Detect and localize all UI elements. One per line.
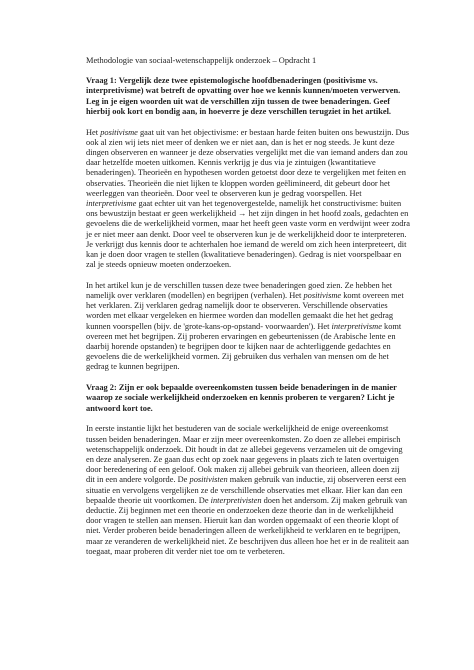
text-run: komt overeen met het begrijpen. Zij proberen ervaringen en gebeurtenissen (de Arabische lente en daarbij horende opstanden) te begrijpen door te kijken naar de achterliggende gedachtes en gevoelens die de werkelijkheid vormen. Zij gebruiken dus verhalen van mensen om de het gedrag te kunnen begrijpen. — [86, 321, 402, 372]
text-run: Het — [86, 127, 101, 137]
term-positivisten: positivisten — [189, 475, 228, 485]
text-run: doen het andersom. Zij maken gebruik van deductie. Zij beginnen met een theorie en onderzoeken deze theorie dan in de werkelijkheid door vragen te stellen aan mensen. Hieruit kan dan worden opgemaakt of een theorie klopt of niet. Verder proberen beide benaderingen alleen de werkelijkheid te verklaren en te begrijpen, maar ze veranderen de werkelijkheid niet. Ze beschrijven dus alleen hoe het er in de realiteit aan toegaat, maar proberen dit verder niet toe om te verbeteren. — [86, 495, 409, 556]
term-positivisme: positivisme — [303, 291, 342, 301]
text-run: In het artikel kun je de verschillen tussen deze twee benaderingen goed zien. Ze hebben het namelijk over verklaren (modellen) en begrijpen (verhalen). Het — [86, 280, 393, 301]
answer-1-paragraph-2 — [86, 281, 410, 373]
document-heading: Methodologie van sociaal-wetenschappelijk onderzoek – Opdracht 1 — [86, 56, 317, 65]
text-run: gaat uit van het objectivisme: er bestaan harde feiten buiten ons bewustzijn. Dus ook al zien wij iets niet meer of denken we er niet aan, dan is het er nog steeds. Je kunt deze dingen observeren en wanneer je deze observaties vergelijkt met die van iemand anders dan zou daar hetzelfde moeten uitkomen. Kennis verkrijg je dus via je zintuigen (kwantitatieve benaderingen). Theorieën en hypothesen worden getoetst door deze te vergelijken met feiten en observaties. Theorieën die niet lijken te kloppen worden geëlimineerd, dit gebeurt door het weerleggen van theorieën. Door veel te observeren kun je gedrag voorspellen. Het — [86, 127, 410, 198]
text-run: In eerste instantie lijkt het bestuderen van de sociale werkelijkheid de enige overeenkomst tussen beiden benaderingen. Maar er zijn meer overeenkomsten. Zo doen ze allebei empirisch wetenschappelijk onderzoek. Dit houdt in dat ze allebei gegevens verzamelen uit de omgeving en deze analyseren. Ze gaan dus echt op zoek naar gegevens in plaats zich te laten overtuigen door beredenering of een geloof. Ook maken zij allebei gebruik van theorieen, alleen doen zij dit in een andere volgorde. De — [86, 424, 403, 485]
question-1: Vraag 1: Vergelijk deze twee epistemologische hoofdbenaderingen (positivisme vs. interpretivisme) wat betreft de opvatting over hoe we kennis kunnen/moeten verwerven. Leg in je eigen woorden uit wat de verschillen zijn tussen de twee benaderingen. Geef hierbij ook kort en bondig aan, in hoeverre je deze verschillen terugziet in het artikel. — [86, 76, 401, 116]
term-positivisme: positivisme — [100, 127, 138, 137]
text-run: komt overeen met het verklaren. Zij verklaren gedrag namelijk door te observeren. Verschillende observaties worden met elkaar vergeleken en hiermee worden dan modellen gemaakt die het het gedrag kunnen voorspellen (bijv. de 'grote-kans-op-opstand- voorwaarden'). Het — [86, 291, 404, 331]
term-interpretivisme: interpretivisme — [331, 321, 382, 331]
question-2: Vraag 2: Zijn er ook bepaalde overeenkomsten tussen beide benaderingen in de manier waarop ze sociale werkelijkheid onderzoeken en kennis proberen te vergaren? Licht je antwoord kort toe. — [86, 383, 397, 413]
text-run: maken gebruik van inductie, zij observeren eerst een situatie en vervolgens vergelijken ze de verschillende observaties met elkaar. Hier kan dan een bepaalde theorie uit voortkomen. De — [86, 475, 407, 505]
answer-2-paragraph-1 — [86, 424, 410, 557]
term-interpretivisten: interpretivisten — [210, 495, 262, 505]
term-interpretivisme: interpretivisme — [86, 198, 137, 208]
answer-1-paragraph-1 — [86, 128, 410, 271]
text-run: gaat echter uit van het tegenovergestelde, namelijk het constructivisme: buiten ons bewustzijn bestaat er geen werkelijkheid → het zijn dingen in het hoofd zoals, gedachten en gevoelens die de werkelijkheid vormen, maar het heeft geen vaste vorm en verdwijnt weer zodra je er niet meer aan denkt. Door veel te observeren kun je de werkelijkheid door te interpreteren. Je verkrijgt dus kennis door te achterhalen hoe iemand de wereld om zich heen interpreteert, dit kan je doen door vragen te stellen (kwalitatieve benaderingen). Gedrag is niet voorspelbaar en zal je steeds opnieuw moeten onderzoeken. — [86, 198, 410, 270]
